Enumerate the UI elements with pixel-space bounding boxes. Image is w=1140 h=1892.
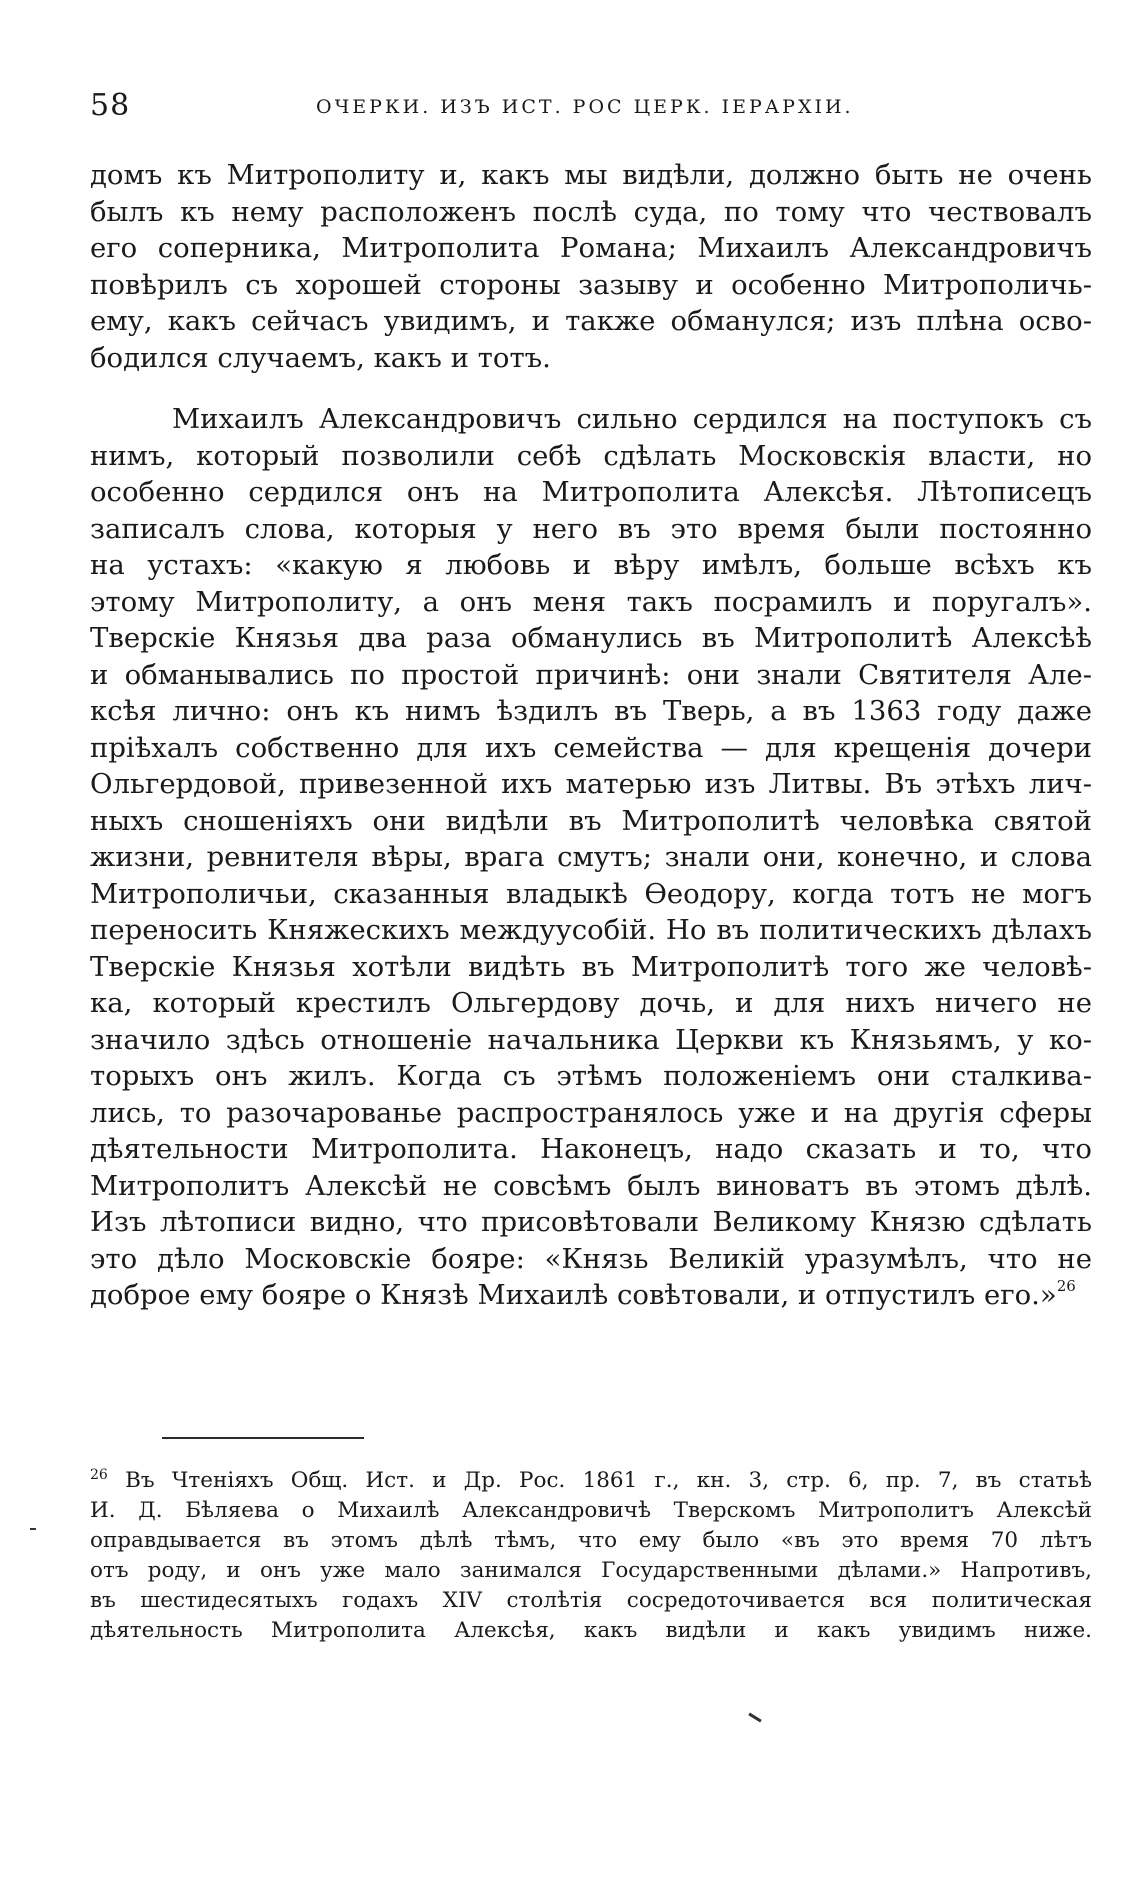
text-line-content: доброе ему бояре о Князѣ Михаилѣ совѣтовали, и отпустилъ его.» [90,1279,1057,1311]
footnote-line: отъ роду, и онъ уже мало занимался Государственными дѣлами.» Напротивъ, [90,1558,1092,1583]
footnote-line: въ шестидесятыхъ годахъ XIV столѣтія сосредоточивается вся политическая [90,1588,1092,1613]
text-line: ему, какъ сейчасъ увидимъ, и также обманулся; изъ плѣна осво- [90,305,1092,337]
text-line: Митрополитъ Алексѣй не совсѣмъ былъ виноватъ въ этомъ дѣлѣ. [90,1169,1092,1202]
footnote-block [90,1466,1092,1646]
text-line: это дѣло Московскіе бояре: «Князь Великій уразумѣлъ, что не [90,1242,1092,1275]
text-line: ка, который крестилъ Ольгердову дочь, и для нихъ ничего не [90,987,1092,1019]
text-line: пріѣхалъ собственно для ихъ семейства — для крещенія дочери [90,731,1092,764]
print-speck [30,1528,36,1530]
footnote-line: И. Д. Бѣляева о Михаилѣ Александровичѣ Тверскомъ Митрополитъ Алексѣй [90,1498,1092,1523]
text-line: Тверскіе Князья два раза обманулись въ Митрополитѣ Алексѣѣ [90,622,1092,654]
text-line: его соперника, Митрополита Романа; Михаилъ Александровичъ [90,232,1092,264]
text-line: жизни, ревнителя вѣры, врага смутъ; знали они, конечно, и слова [90,841,1092,873]
text-line: переносить Княжескихъ междуусобій. Но въ политическихъ дѣлахъ [90,914,1092,946]
text-line: особенно сердился онъ на Митрополита Алексѣя. Лѣтописецъ [90,476,1092,508]
text-line: Митрополичьи, сказанныя владыкѣ Ѳеодору, когда тотъ не могъ [90,877,1092,910]
paragraph-2 [90,401,1092,1314]
text-line: и обманывались по простой причинѣ: они знали Святителя Але- [90,658,1092,691]
text-line: ксѣя лично: онъ къ нимъ ѣздилъ въ Тверь, а въ 1363 году даже [90,695,1092,727]
footnote-divider [162,1437,364,1439]
text-line: Изъ лѣтописи видно, что присовѣтовали Великому Князю сдѣлать [90,1206,1092,1238]
footnote-marker: 26 [90,1467,108,1483]
footnote-line [90,1466,1092,1496]
text-line: бодился случаемъ, какъ и тотъ. [90,341,551,374]
text-line: записалъ слова, которыя у него въ это время были постоянно [90,512,1092,545]
text-line: нимъ, который позволили себѣ сдѣлать Московскія власти, но [90,439,1092,472]
text-line: Ольгердовой, привезенной ихъ матерью изъ Литвы. Въ этѣхъ лич- [90,768,1092,800]
text-line: ныхъ сношеніяхъ они видѣли въ Митрополитѣ человѣка святой [90,804,1092,837]
text-line: на устахъ: «какую я любовь и вѣру имѣлъ, больше всѣхъ къ [90,549,1092,581]
text-line: домъ къ Митрополиту и, какъ мы видѣли, должно быть не очень [90,159,1092,191]
page-number: 58 [90,88,131,123]
print-speck [748,1713,761,1723]
text-line: дѣятельности Митрополита. Наконецъ, надо сказать и то, что [90,1133,1092,1165]
footnote-line: дѣятельность Митрополита Алексѣя, какъ видѣли и какъ увидимъ ниже. [90,1618,1092,1643]
text-line-with-footnote-ref [90,1277,1092,1314]
text-line: повѣрилъ съ хорошей стороны зазыву и особенно Митрополичь- [90,268,1092,301]
text-line: лись, то разочарованье распространялось уже и на другія сферы [90,1096,1092,1129]
paragraph-1 [90,157,1092,376]
text-line: значило здѣсь отношеніе начальника Церкви къ Князьямъ, у ко- [90,1023,1092,1056]
footnote-line-content: Въ Чтеніяхъ Общ. Ист. и Др. Рос. 1861 г., кн. 3, стр. 6, пр. 7, въ статьѣ [125,1468,1092,1493]
text-line: Тверскіе Князья хотѣли видѣть въ Митрополитѣ того же человѣ- [90,950,1092,983]
main-text [90,157,1092,1339]
footnote-reference[interactable]: 26 [1056,1277,1076,1295]
text-line: былъ къ нему расположенъ послѣ суда, по тому что чествовалъ [90,195,1092,228]
page-header [90,88,1090,128]
text-line: торыхъ онъ жилъ. Когда съ этѣмъ положеніемъ они сталкива- [90,1060,1092,1092]
text-line: этому Митрополиту, а онъ меня такъ посрамилъ и поругалъ». [90,585,1092,618]
text-line: Михаилъ Александровичъ сильно сердился на поступокъ съ [172,403,1092,435]
running-title: ОЧЕРКИ. ИЗЪ ИСТ. РОС ЦЕРК. ІЕРАРХІИ. [316,96,854,118]
footnote-line: оправдывается въ этомъ дѣлѣ тѣмъ, что ему было «въ это время 70 лѣтъ [90,1528,1092,1553]
